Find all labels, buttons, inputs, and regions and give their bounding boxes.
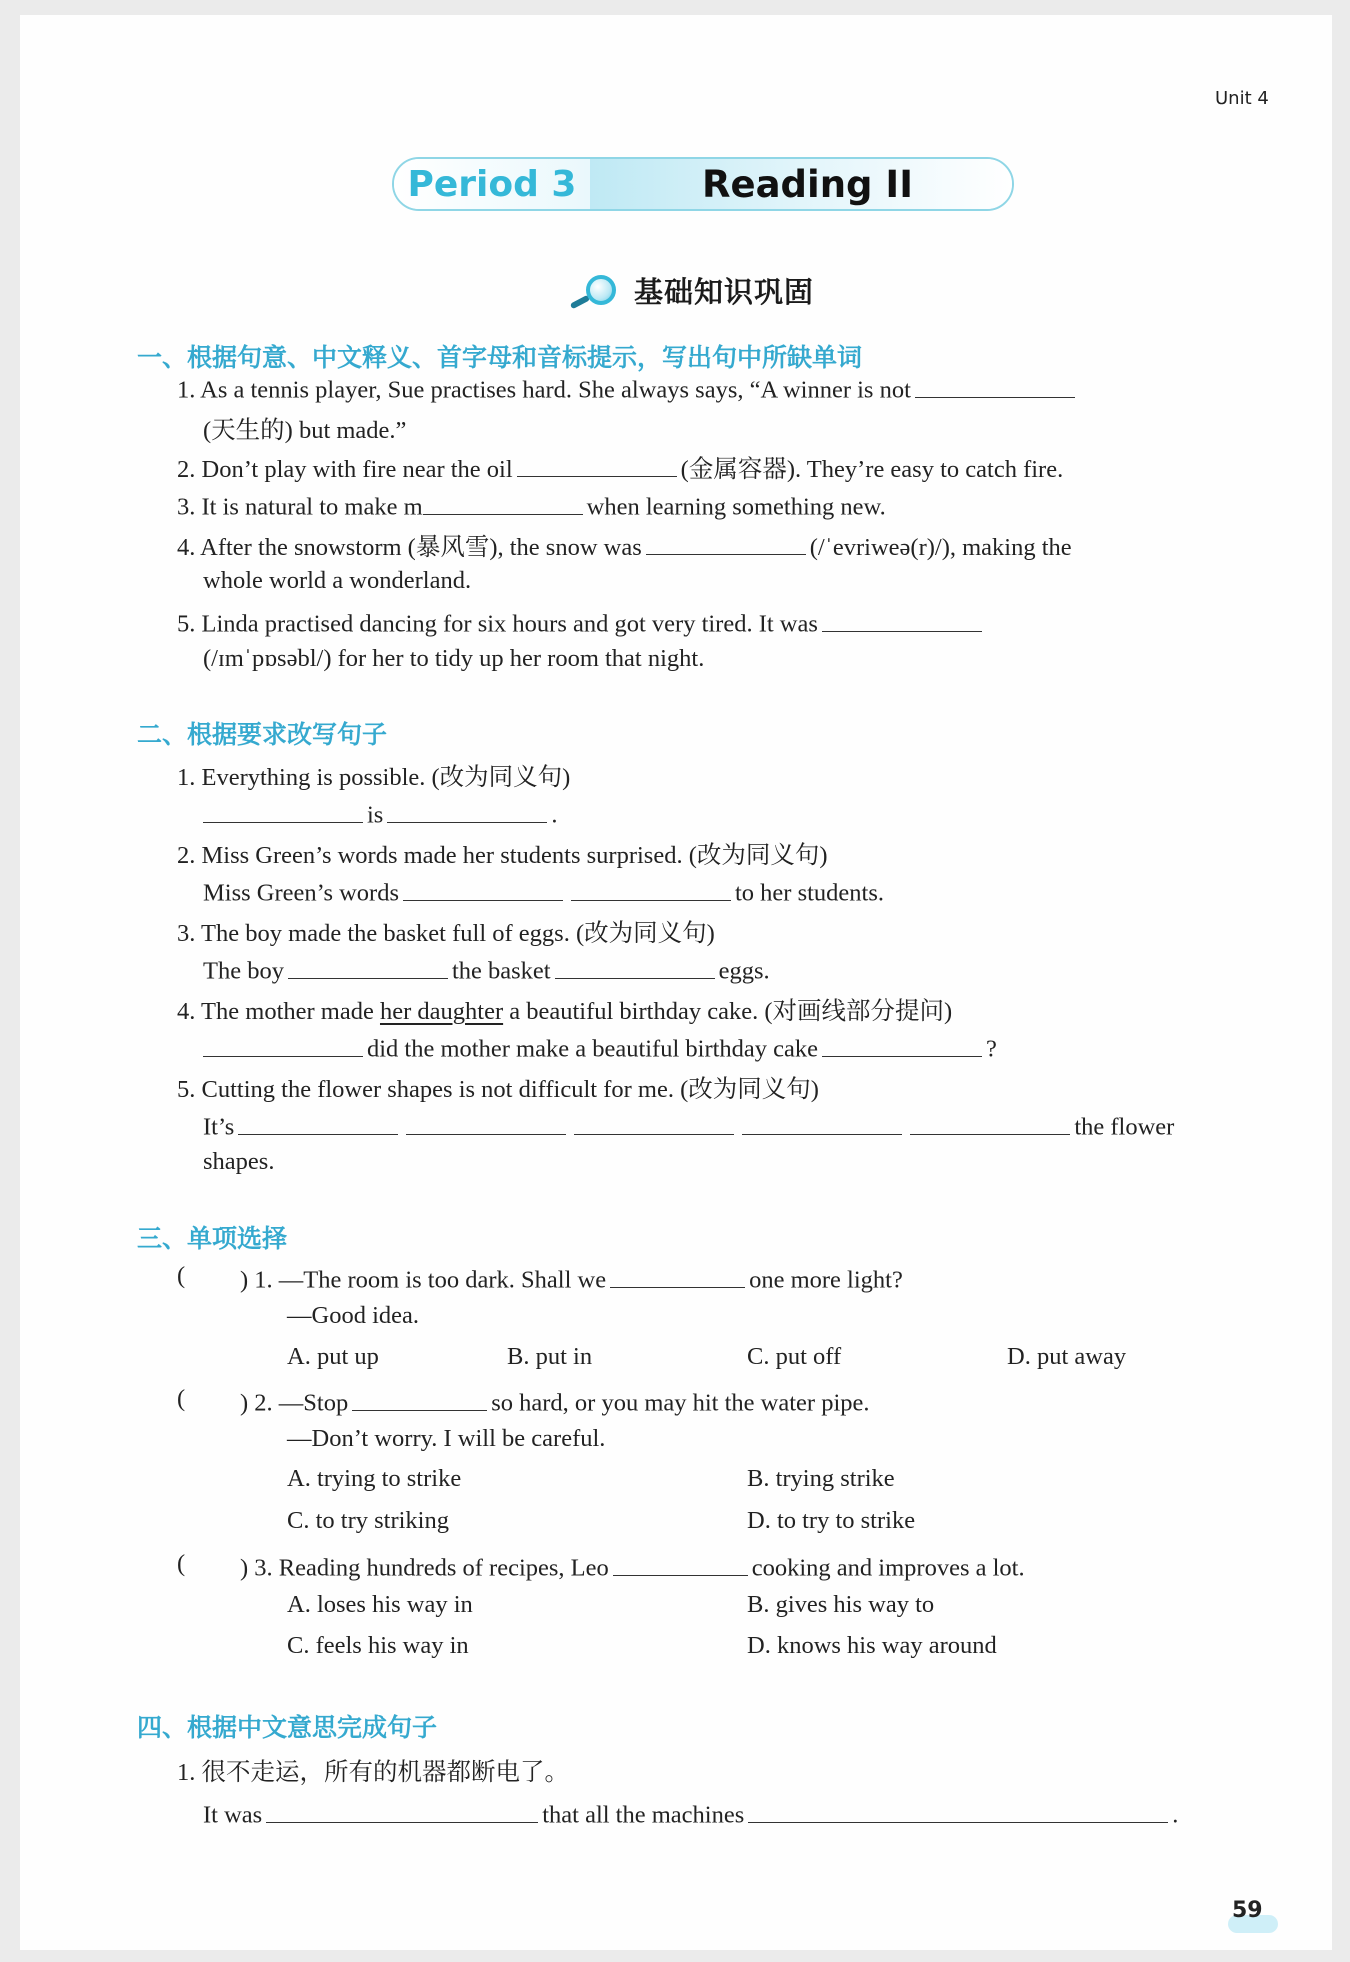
answer-blank[interactable]	[915, 372, 1075, 398]
part2-q3-answer: The boy the basket eggs.	[203, 953, 770, 986]
answer-blank[interactable]	[910, 1109, 1070, 1135]
part1-q4: 4. After the snowstorm (暴风雪), the snow was (/ˈevriweə(r)/), making the	[177, 528, 1072, 563]
answer-blank[interactable]	[203, 797, 363, 823]
option[interactable]: A. loses his way in	[287, 1591, 473, 1618]
section-title-text: 基础知识巩固	[634, 275, 815, 309]
part1-heading: 一、根据句意、中文释义、首字母和音标提示，写出句中所缺单词	[137, 343, 863, 372]
workbook-page	[20, 15, 1332, 1950]
option[interactable]: D. to try to strike	[747, 1507, 916, 1534]
magnifier-icon	[568, 271, 620, 311]
part2-q4-answer: did the mother make a beautiful birthday cake ?	[203, 1031, 997, 1064]
option[interactable]: B. gives his way to	[747, 1591, 935, 1618]
part2-q1: 1. Everything is possible. (改为同义句)	[177, 764, 571, 791]
answer-blank[interactable]	[423, 489, 583, 515]
part2-q2: 2. Miss Green’s words made her students surprised. (改为同义句)	[177, 842, 828, 869]
option[interactable]: D. knows his way around	[747, 1632, 997, 1659]
answer-blank[interactable]	[517, 451, 677, 477]
part4-q1: 1. 很不走运，所有的机器都断电了。	[177, 1759, 569, 1786]
part1-q2: 2. Don’t play with fire near the oil (金属容器). They’re easy to catch fire.	[177, 450, 1063, 485]
answer-blank[interactable]	[742, 1109, 902, 1135]
answer-blank[interactable]	[571, 875, 731, 901]
part1-q3: 3. It is natural to make m when learning something new.	[177, 489, 886, 522]
part1-q4-cont: whole world a wonderland.	[203, 567, 472, 594]
part2-q1-answer: is .	[203, 797, 557, 830]
answer-blank[interactable]	[822, 606, 982, 632]
part4-heading: 四、根据中文意思完成句子	[137, 1713, 438, 1742]
answer-blank[interactable]	[574, 1109, 734, 1135]
answer-blank[interactable]	[238, 1109, 398, 1135]
part1-q5-cont: (/ɪmˈpɒsəbl/) for her to tidy up her room that night.	[203, 645, 705, 672]
answer-blank[interactable]	[406, 1109, 566, 1135]
option[interactable]: B. trying strike	[747, 1465, 895, 1492]
part2-q5-answer: It’s the flower	[203, 1109, 1174, 1142]
underlined-phrase: her daughter	[379, 998, 504, 1025]
part2-q4: 4. The mother made her daughter a beautiful birthday cake. (对画线部分提问)	[177, 998, 953, 1025]
unit-label: Unit 4	[1215, 88, 1269, 109]
answer-blank[interactable]	[646, 529, 806, 555]
answer-blank[interactable]	[555, 953, 715, 979]
answer-bracket[interactable]: (	[177, 1262, 186, 1289]
part1-q5: 5. Linda practised dancing for six hours and got very tired. It was	[177, 606, 986, 639]
section-title	[568, 270, 814, 311]
answer-blank[interactable]	[387, 797, 547, 823]
option[interactable]: B. put in	[507, 1343, 593, 1370]
answer-blank[interactable]	[352, 1385, 487, 1411]
part1-q1-cont: (天生的) but made.”	[203, 417, 407, 444]
answer-blank[interactable]	[822, 1031, 982, 1057]
part3-heading: 三、单项选择	[137, 1224, 288, 1253]
answer-blank[interactable]	[748, 1797, 1168, 1823]
part4-q1-answer: It was that all the machines .	[203, 1797, 1178, 1830]
part3-q1: ) 1. —The room is too dark. Shall we one more light?	[240, 1262, 903, 1295]
page-number: 59	[1232, 1898, 1263, 1923]
option[interactable]: C. to try striking	[287, 1507, 449, 1534]
period-banner	[392, 157, 1014, 211]
part3-q2-reply: —Don’t worry. I will be careful.	[287, 1425, 606, 1452]
answer-blank[interactable]	[203, 1031, 363, 1057]
part3-q2: ) 2. —Stop so hard, or you may hit the water pipe.	[240, 1385, 870, 1418]
part2-q5: 5. Cutting the flower shapes is not difficult for me. (改为同义句)	[177, 1076, 819, 1103]
part2-q3: 3. The boy made the basket full of eggs. (改为同义句)	[177, 920, 715, 947]
option[interactable]: C. put off	[747, 1343, 842, 1370]
part2-heading: 二、根据要求改写句子	[137, 720, 388, 749]
answer-blank[interactable]	[613, 1550, 748, 1576]
lesson-title: Reading II	[590, 159, 1012, 209]
option[interactable]: D. put away	[1007, 1343, 1127, 1370]
answer-blank[interactable]	[610, 1262, 745, 1288]
part1-q1: 1. As a tennis player, Sue practises hard. She always says, “A winner is not	[177, 372, 1079, 405]
option[interactable]: A. put up	[287, 1343, 379, 1370]
answer-blank[interactable]	[403, 875, 563, 901]
option[interactable]: C. feels his way in	[287, 1632, 469, 1659]
part3-q1-reply: —Good idea.	[287, 1302, 419, 1329]
part2-q2-answer: Miss Green’s words to her students.	[203, 875, 884, 908]
option[interactable]: A. trying to strike	[287, 1465, 462, 1492]
period-label: Period 3	[394, 159, 590, 209]
answer-bracket[interactable]: (	[177, 1385, 186, 1412]
part3-q3: ) 3. Reading hundreds of recipes, Leo cooking and improves a lot.	[240, 1550, 1025, 1583]
answer-blank[interactable]	[288, 953, 448, 979]
answer-bracket[interactable]: (	[177, 1550, 186, 1577]
part2-q5-cont: shapes.	[203, 1148, 275, 1175]
answer-blank[interactable]	[266, 1797, 538, 1823]
